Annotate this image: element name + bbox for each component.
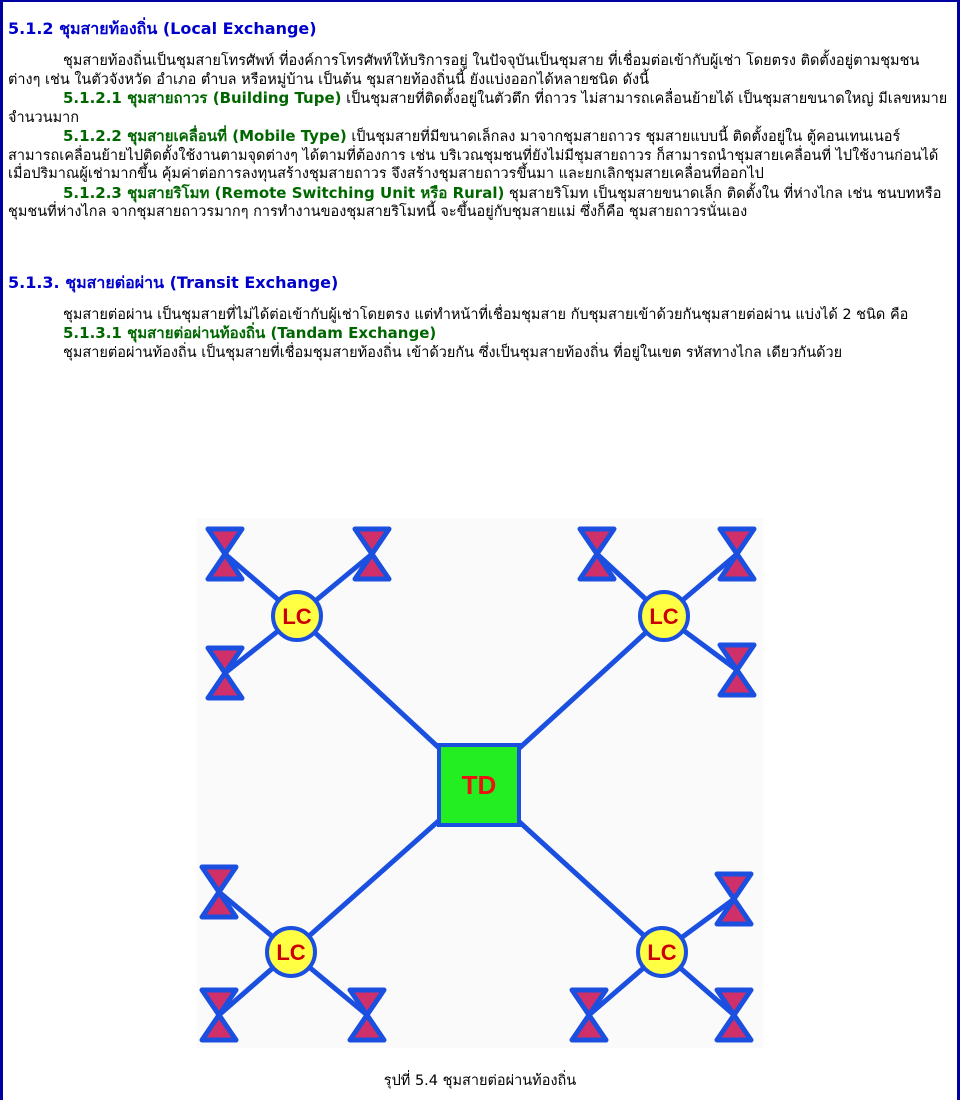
subscriber-hourglass-icon: [720, 529, 754, 579]
heading-local-exchange: 5.1.2 ชุมสายท้องถิ่น (Local Exchange): [8, 19, 317, 38]
document-body: [8, 18, 950, 362]
item-building-type: [8, 89, 950, 127]
heading-transit-exchange: 5.1.3. ชุมสายต่อผ่าน (Transit Exchange): [8, 272, 339, 292]
subscriber-hourglass-icon: [717, 874, 751, 924]
subscriber-hourglass-icon: [350, 990, 384, 1040]
item-tandem-exchange: [8, 324, 950, 344]
subscriber-hourglass-icon: [202, 867, 236, 917]
subscriber-hourglass-icon: [580, 529, 614, 579]
tandem-exchange-text: ชุมสายต่อผ่านท้องถิ่น เป็นชุมสายที่เชื่อมชุมสายท้องถิ่น เข้าด้วยกัน ซึ่งเป็นชุมสายท้องถิ่น ที่อยู่ในเขต รหัสทางไกล เดียวกันด้วย: [63, 344, 843, 361]
transit-exchange-intro: ชุมสายต่อผ่าน เป็นชุมสายที่ไม่ได้ต่อเข้ากับผู้เช่าโดยตรง แต่ทำหน้าที่เชื่อมชุมสาย กับชุมสายเข้าด้วยกันชุมสายต่อผ่าน แบ่งได้ 2 ชนิด คือ: [63, 306, 909, 323]
network-diagram: [197, 518, 763, 1048]
subscriber-hourglass-icon: [202, 990, 236, 1040]
network-diagram-svg: [197, 518, 763, 1048]
item-mobile-type-text: เป็นชุมสายที่มีขนาดเล็กลง มาจากชุมสายถาวร ชุมสายแบบนี้ ติดตั้งอยู่ใน ตู้คอนเทนเนอร์ สามารถเคลื่อนย้ายไปติดตั้งใช้งานตามจุดต่างๆ ได้ตามที่ต้องการ เช่น บริเวณชุมชนที่ยังไม่มีชุมสายถาวร ก็สามารถนำชุมสายเคลื่อนที่ ไปใช้งานก่อนได้ เมื่อปริมาณผู้เช่ามากขึ้น คุ้มค่าต่อการลงทุนสร้างชุมสายถาวร จึงสร้างชุมสายถาวรขึ้นมา และยกเลิกชุมสายเคลื่อนที่ออกไป: [8, 129, 939, 182]
item-remote-type-title: 5.1.2.3 ชุมสายริโมท (Remote Switching Unit หรือ Rural): [63, 183, 505, 202]
subscriber-hourglass-icon: [208, 529, 242, 579]
item-building-type-text: เป็นชุมสายที่ติดตั้งอยู่ในตัวตึก ที่ถาวร ไม่สามารถเคลื่อนย้ายได้ เป็นชุมสายขนาดใหญ่ มีเลขหมายจำนวนมาก: [8, 91, 948, 126]
item-building-type-title: 5.1.2.1 ชุมสายถาวร (Building Tupe): [63, 89, 342, 107]
item-remote-type-text: ชุมสายริโมท เป็นชุมสายขนาดเล็ก ติดตั้งใน ที่ห่างไกล เช่น ชนบทหรือชุมชนที่ห่างไกล จากชุมสายถาวรมากๆ การทำงานของชุมสายริโมทนี้ จะขึ้นอยู่กับชุมสายแม่ ซึ่งก็คือ ชุมสายถาวรนั่นเอง: [8, 185, 942, 220]
item-tandem-exchange-title: 5.1.3.1 ชุมสายต่อผ่านท้องถิ่น (Tandam Exchange): [63, 324, 437, 342]
subscriber-hourglass-icon: [355, 529, 389, 579]
tandem-exchange-label: TD: [461, 770, 497, 800]
subscriber-hourglass-icon: [572, 990, 606, 1040]
item-mobile-type-title: 5.1.2.2 ชุมสายเคลื่อนที่ (Mobile Type): [63, 127, 347, 145]
subscriber-hourglass-icon: [720, 645, 754, 695]
lc-bottom-right-label: LC: [647, 940, 677, 965]
lc-top-left-label: LC: [282, 604, 312, 629]
local-exchange-intro: ชุมสายท้องถิ่นเป็นชุมสายโทรศัพท์ ที่องค์การโทรศัพท์ให้บริการอยู่ ในปัจจุบันเป็นชุมสาย ที่เชื่อมต่อเข้ากับผู้เช่า โดยตรง ติดตั้งอยู่ตามชุมชนต่างๆ เช่น ในตัวจังหวัด อำเภอ ตำบล หรือหมู่บ้าน เป็นต้น ชุมสายท้องถิ่นนี้ ยังแบ่งออกได้หลายชนิด ดังนี้: [8, 53, 920, 88]
subscriber-hourglass-icon: [717, 990, 751, 1040]
lc-top-right-label: LC: [649, 604, 679, 629]
lc-bottom-left-label: LC: [276, 940, 306, 965]
item-mobile-type: [8, 127, 950, 184]
item-remote-type: [8, 184, 950, 222]
figure-caption: รุปที่ 5.4 ชุมสายต่อผ่านท้องถิ่น: [383, 1073, 577, 1089]
subscriber-hourglass-icon: [208, 648, 242, 698]
